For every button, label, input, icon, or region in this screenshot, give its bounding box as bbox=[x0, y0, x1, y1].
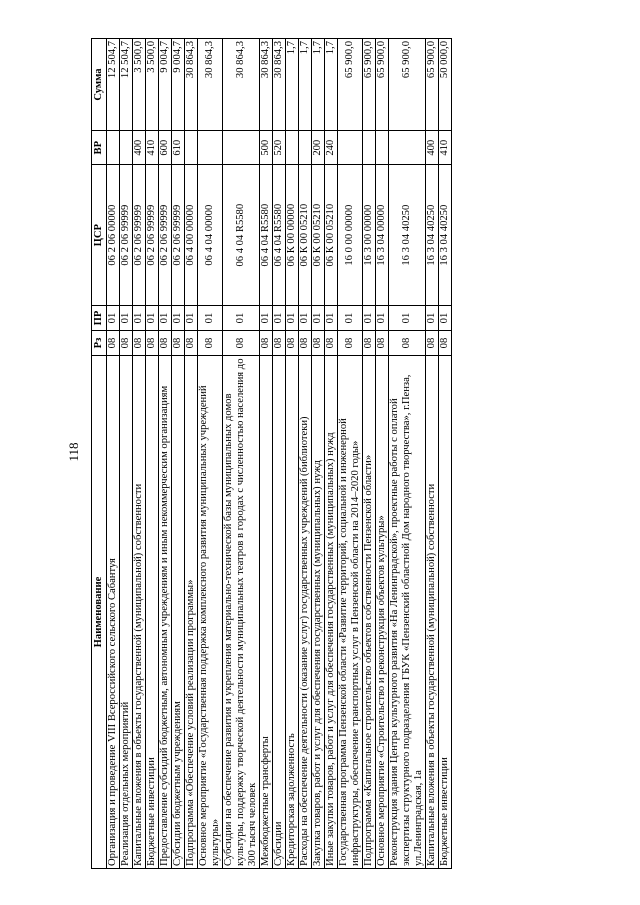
row-pr: 01 bbox=[223, 306, 260, 331]
row-rz: 08 bbox=[338, 331, 363, 356]
row-rz: 08 bbox=[120, 331, 133, 356]
row-sum: 65 900,0 bbox=[376, 39, 389, 131]
row-vr: 600 bbox=[159, 131, 172, 165]
table-row bbox=[120, 39, 133, 869]
table-row bbox=[146, 39, 159, 869]
row-sum: 1,7 bbox=[312, 39, 325, 131]
row-sum: 65 900,0 bbox=[389, 39, 426, 131]
row-pr: 01 bbox=[338, 306, 363, 331]
row-name: Расходы на обеспечение деятельности (оказание услуг) государственных учреждений (библиотеки) bbox=[299, 356, 312, 869]
row-name: Государственная программа Пензенской области «Развитие территорий, социальной и инженерной инфраструктуры, обеспечение транспортных услуг в Пензенской области на 2014–2020 годы» bbox=[338, 356, 363, 869]
row-vr: 240 bbox=[325, 131, 338, 165]
header-name: Наименование bbox=[92, 356, 107, 869]
row-csr: 06 2 06 99999 bbox=[159, 165, 172, 306]
row-vr: 400 bbox=[426, 131, 439, 165]
row-name: Закупка товаров, работ и услуг для обеспечения государственных (муниципальных) нужд bbox=[312, 356, 325, 869]
row-csr: 06 К 00 05210 bbox=[312, 165, 325, 306]
row-sum: 30 864,3 bbox=[223, 39, 260, 131]
table-row bbox=[325, 39, 338, 869]
table-row bbox=[389, 39, 426, 869]
table-row bbox=[299, 39, 312, 869]
row-vr bbox=[286, 131, 299, 165]
row-rz: 08 bbox=[376, 331, 389, 356]
row-name: Основное мероприятие «Строительство и реконструкция объектов культуры» bbox=[376, 356, 389, 869]
row-sum: 1,7 bbox=[286, 39, 299, 131]
row-rz: 08 bbox=[198, 331, 223, 356]
row-pr: 01 bbox=[389, 306, 426, 331]
row-pr: 01 bbox=[133, 306, 146, 331]
row-sum: 65 900,0 bbox=[426, 39, 439, 131]
row-sum: 30 864,3 bbox=[185, 39, 198, 131]
header-pr: ПР bbox=[92, 306, 107, 331]
row-name: Организация и проведение VIII Всероссийского сельского Сабантуя bbox=[107, 356, 120, 869]
row-csr: 06 4 04 R5580 bbox=[260, 165, 273, 306]
row-sum: 1,7 bbox=[325, 39, 338, 131]
row-pr: 01 bbox=[120, 306, 133, 331]
row-rz: 08 bbox=[107, 331, 120, 356]
table-row bbox=[426, 39, 439, 869]
table-row bbox=[273, 39, 286, 869]
row-rz: 08 bbox=[172, 331, 185, 356]
row-pr: 01 bbox=[159, 306, 172, 331]
row-rz: 08 bbox=[312, 331, 325, 356]
table-row bbox=[198, 39, 223, 869]
row-rz: 08 bbox=[223, 331, 260, 356]
page-number: 118 bbox=[66, 442, 81, 462]
row-sum: 12 504,7 bbox=[107, 39, 120, 131]
row-pr: 01 bbox=[198, 306, 223, 331]
row-name: Капитальные вложения в объекты государственной (муниципальной) собственности bbox=[133, 356, 146, 869]
row-vr: 410 bbox=[146, 131, 159, 165]
row-rz: 08 bbox=[159, 331, 172, 356]
row-rz: 08 bbox=[146, 331, 159, 356]
row-rz: 08 bbox=[133, 331, 146, 356]
row-name: Подпрограмма «Капитальное строительство объектов собственности Пензенской области» bbox=[363, 356, 376, 869]
budget-table-container bbox=[91, 38, 611, 869]
budget-table bbox=[91, 38, 452, 869]
table-row bbox=[338, 39, 363, 869]
row-pr: 01 bbox=[376, 306, 389, 331]
row-name: Предоставление субсидий бюджетным, автономным учреждениям и иным некоммерческим организациям bbox=[159, 356, 172, 869]
row-vr: 610 bbox=[172, 131, 185, 165]
header-rz: Рз bbox=[92, 331, 107, 356]
row-sum: 30 864,3 bbox=[260, 39, 273, 131]
header-csr: ЦСР bbox=[92, 165, 107, 306]
row-pr: 01 bbox=[185, 306, 198, 331]
row-vr: 520 bbox=[273, 131, 286, 165]
row-pr: 01 bbox=[260, 306, 273, 331]
row-name: Бюджетные инвестиции bbox=[439, 356, 452, 869]
row-name: Подпрограмма «Обеспечение условий реализации программы» bbox=[185, 356, 198, 869]
table-row bbox=[439, 39, 452, 869]
row-sum: 9 004,7 bbox=[172, 39, 185, 131]
row-vr bbox=[198, 131, 223, 165]
row-pr: 01 bbox=[312, 306, 325, 331]
table-row bbox=[363, 39, 376, 869]
row-pr: 01 bbox=[439, 306, 452, 331]
row-vr: 410 bbox=[439, 131, 452, 165]
row-rz: 08 bbox=[426, 331, 439, 356]
row-vr bbox=[107, 131, 120, 165]
row-rz: 08 bbox=[325, 331, 338, 356]
row-vr bbox=[185, 131, 198, 165]
row-name: Межбюджетные трансферты bbox=[260, 356, 273, 869]
row-vr bbox=[389, 131, 426, 165]
row-csr: 16 3 04 40250 bbox=[439, 165, 452, 306]
table-row bbox=[172, 39, 185, 869]
row-csr: 06 4 04 R5580 bbox=[273, 165, 286, 306]
table-row bbox=[159, 39, 172, 869]
row-name: Реализация отдельных мероприятий bbox=[120, 356, 133, 869]
row-sum: 12 504,7 bbox=[120, 39, 133, 131]
row-pr: 01 bbox=[146, 306, 159, 331]
table-row bbox=[185, 39, 198, 869]
row-rz: 08 bbox=[273, 331, 286, 356]
row-sum: 3 500,0 bbox=[133, 39, 146, 131]
row-pr: 01 bbox=[426, 306, 439, 331]
table-row bbox=[312, 39, 325, 869]
row-csr: 06 2 06 99999 bbox=[120, 165, 133, 306]
row-sum: 30 864,3 bbox=[198, 39, 223, 131]
row-csr: 06 2 06 99999 bbox=[133, 165, 146, 306]
row-vr: 500 bbox=[260, 131, 273, 165]
row-vr bbox=[299, 131, 312, 165]
row-name: Субсидии на обеспечение развития и укрепления материально-технической базы муниципальных домов культуры, поддержку творческой деятельности муниципальных театров в городах с численностью населения до 300 тысяч человек bbox=[223, 356, 260, 869]
row-csr: 06 2 06 99999 bbox=[172, 165, 185, 306]
row-rz: 08 bbox=[260, 331, 273, 356]
row-pr: 01 bbox=[273, 306, 286, 331]
table-row bbox=[260, 39, 273, 869]
row-pr: 01 bbox=[299, 306, 312, 331]
row-name: Субсидии бюджетным учреждениям bbox=[172, 356, 185, 869]
row-name: Иные закупки товаров, работ и услуг для обеспечения государственных (муниципальных) нужд bbox=[325, 356, 338, 869]
row-vr bbox=[120, 131, 133, 165]
row-vr: 400 bbox=[133, 131, 146, 165]
table-row bbox=[133, 39, 146, 869]
row-csr: 16 3 04 00000 bbox=[376, 165, 389, 306]
row-name: Кредиторская задолженность bbox=[286, 356, 299, 869]
row-csr: 16 3 04 40250 bbox=[389, 165, 426, 306]
row-pr: 01 bbox=[325, 306, 338, 331]
row-sum: 65 900,0 bbox=[338, 39, 363, 131]
table-header-row bbox=[92, 39, 107, 869]
row-sum: 30 864,3 bbox=[273, 39, 286, 131]
row-name: Бюджетные инвестиции bbox=[146, 356, 159, 869]
row-csr: 06 К 00 05210 bbox=[325, 165, 338, 306]
table-row bbox=[107, 39, 120, 869]
header-sum: Сумма bbox=[92, 39, 107, 131]
row-csr: 06 2 06 99999 bbox=[146, 165, 159, 306]
row-pr: 01 bbox=[363, 306, 376, 331]
row-csr: 16 3 00 00000 bbox=[363, 165, 376, 306]
row-rz: 08 bbox=[286, 331, 299, 356]
row-vr bbox=[223, 131, 260, 165]
table-row bbox=[286, 39, 299, 869]
row-vr bbox=[376, 131, 389, 165]
row-sum: 50 000,0 bbox=[439, 39, 452, 131]
row-csr: 06 К 00 05210 bbox=[299, 165, 312, 306]
row-csr: 06 К 00 00000 bbox=[286, 165, 299, 306]
row-csr: 06 2 06 00000 bbox=[107, 165, 120, 306]
row-rz: 08 bbox=[299, 331, 312, 356]
table-row bbox=[376, 39, 389, 869]
row-csr: 06 4 04 R5580 bbox=[223, 165, 260, 306]
row-sum: 3 500,0 bbox=[146, 39, 159, 131]
table-body bbox=[107, 39, 452, 869]
row-rz: 08 bbox=[363, 331, 376, 356]
row-vr: 200 bbox=[312, 131, 325, 165]
row-csr: 06 4 00 00000 bbox=[185, 165, 198, 306]
row-sum: 1,7 bbox=[299, 39, 312, 131]
table-row bbox=[223, 39, 260, 869]
row-sum: 65 900,0 bbox=[363, 39, 376, 131]
row-pr: 01 bbox=[286, 306, 299, 331]
row-csr: 06 4 04 00000 bbox=[198, 165, 223, 306]
row-sum: 9 004,7 bbox=[159, 39, 172, 131]
row-name: Субсидии bbox=[273, 356, 286, 869]
row-pr: 01 bbox=[107, 306, 120, 331]
row-rz: 08 bbox=[389, 331, 426, 356]
row-csr: 16 0 00 00000 bbox=[338, 165, 363, 306]
header-vr: ВР bbox=[92, 131, 107, 165]
row-rz: 08 bbox=[185, 331, 198, 356]
row-name: Реконструкция здания Центра культурного развития «На Ленинградской», проектные работы с оплатой экспертизы структурного подразделения ГБУК «Пензенский областной Дом народного творчества», г.Пенза, ул.Ленинградская, 1а bbox=[389, 356, 426, 869]
row-vr bbox=[338, 131, 363, 165]
row-csr: 16 3 04 40250 bbox=[426, 165, 439, 306]
row-pr: 01 bbox=[172, 306, 185, 331]
row-rz: 08 bbox=[439, 331, 452, 356]
row-vr bbox=[363, 131, 376, 165]
row-name: Основное мероприятие «Государственная поддержка комплексного развития муниципальных учреждений культуры» bbox=[198, 356, 223, 869]
row-name: Капитальные вложения в объекты государственной (муниципальной) собственности bbox=[426, 356, 439, 869]
